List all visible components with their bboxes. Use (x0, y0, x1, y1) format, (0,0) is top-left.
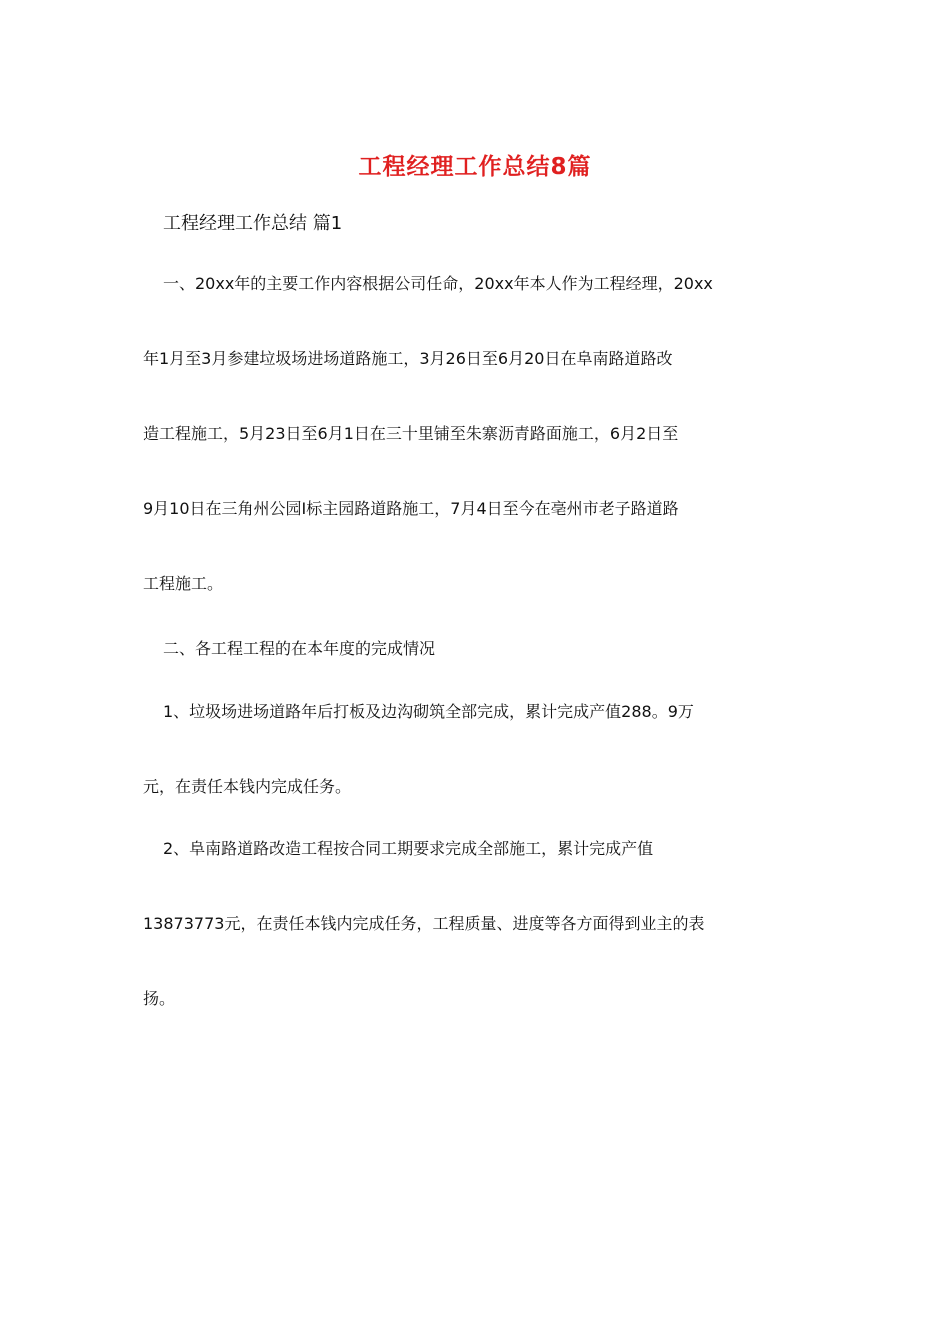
document-body (143, 208, 811, 1061)
paragraph-line: 9月10日在三角州公园I标主园路道路施工，7月4日至今在亳州市老子路道路 (143, 499, 679, 518)
paragraph-line: 工程施工。 (143, 574, 224, 593)
document-title: 工程经理工作总结8篇 (358, 154, 592, 180)
paragraph-line: 二、各工程工程的在本年度的完成情况 (163, 639, 436, 658)
paragraph-line: 元，在责任本钱内完成任务。 (143, 777, 352, 796)
paragraph-line: 一、20xx年的主要工作内容根据公司任命，20xx年本人作为工程经理，20xx (163, 274, 713, 293)
paragraph-line: 1、垃圾场进场道路年后打板及边沟砌筑全部完成，累计完成产值288。9万 (163, 702, 694, 721)
paragraph-4 (143, 836, 811, 1061)
paragraph-line: 造工程施工，5月23日至6月1日在三十里铺至朱寨沥青路面施工，6月2日至 (143, 424, 679, 443)
paragraph-1 (143, 271, 811, 646)
paragraph-line: 年1月至3月参建垃圾场进场道路施工，3月26日至6月20日在阜南路道路改 (143, 349, 673, 368)
paragraph-line: 13873773元，在责任本钱内完成任务，工程质量、进度等各方面得到业主的表 (143, 914, 705, 933)
section-heading: 工程经理工作总结 篇1 (163, 213, 343, 234)
paragraph-line: 扬。 (143, 989, 176, 1008)
paragraph-2 (143, 636, 811, 699)
paragraph-line: 2、阜南路道路改造工程按合同工期要求完成全部施工，累计完成产值 (163, 839, 654, 858)
paragraph-3 (143, 699, 811, 836)
